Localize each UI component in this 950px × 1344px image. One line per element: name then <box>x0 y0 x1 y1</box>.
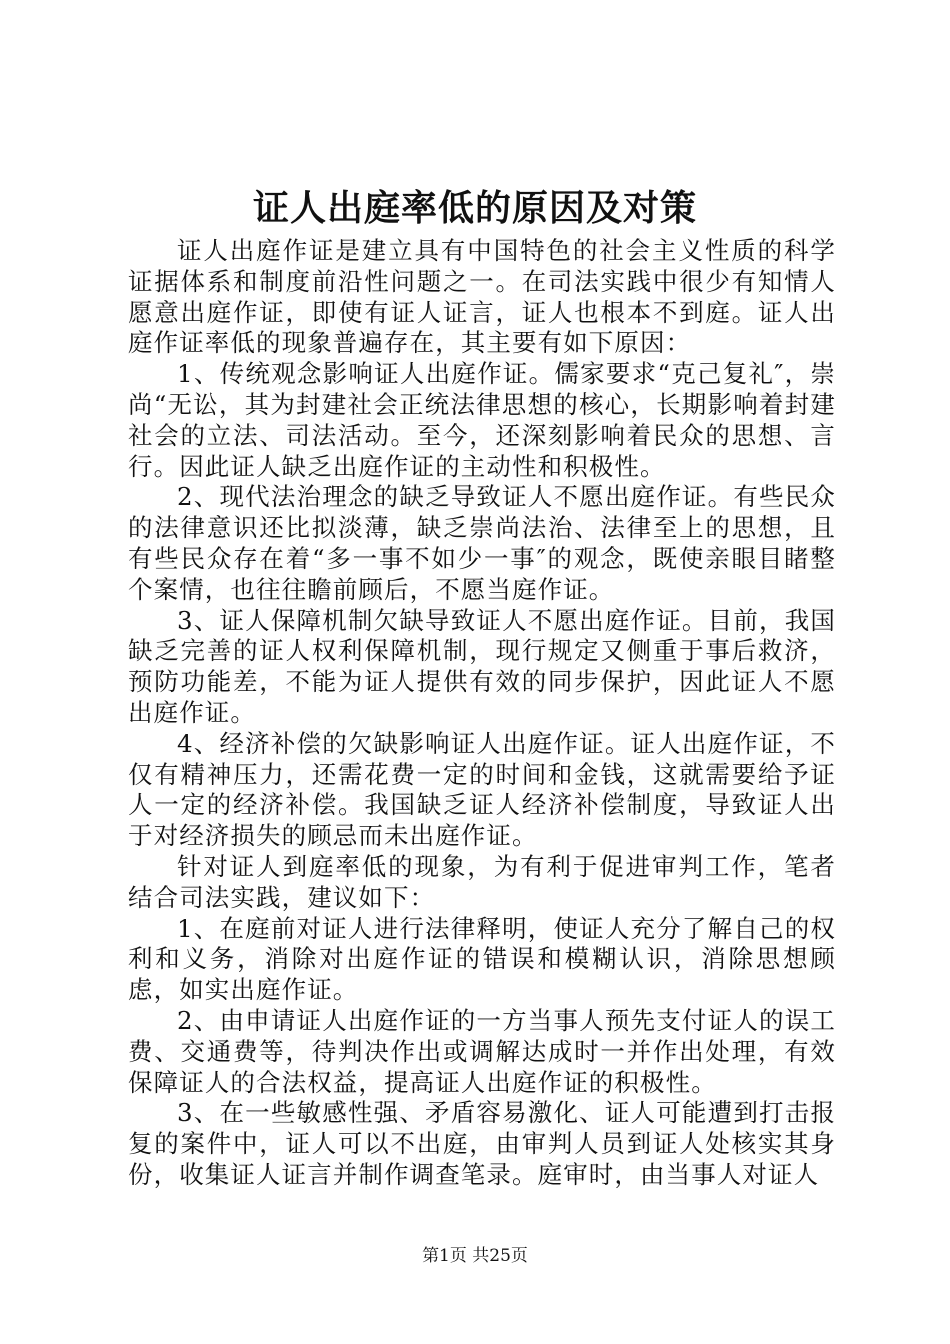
paragraph-reason-3: 3、证人保障机制欠缺导致证人不愿出庭作证。目前，我国缺乏完善的证人权利保障机制，现行规定又侧重于事后救济，预防功能差，不能为证人提供有效的同步保护，因此证人不愿出庭作证。 <box>128 605 836 727</box>
paragraph-reason-1: 1、传统观念影响证人出庭作证。儒家要求“克己复礼″，崇尚“无讼，其为封建社会正统法律思想的核心，长期影响着封建社会的立法、司法活动。至今，还深刻影响着民众的思想、言行。因此证人缺乏出庭作证的主动性和积极性。 <box>128 359 836 481</box>
paragraph-suggestion-3: 3、在一些敏感性强、矛盾容易激化、证人可能遭到打击报复的案件中，证人可以不出庭，由审判人员到证人处核实其身份，收集证人证言并制作调查笔录。庭审时，由当事人对证人 <box>128 1098 836 1189</box>
paragraph-reason-2: 2、现代法治理念的缺乏导致证人不愿出庭作证。有些民众的法律意识还比拟淡薄，缺乏崇尚法治、法律至上的思想，且有些民众存在着“多一事不如少一事″的观念，既使亲眼目睹整个案情，也往往瞻前顾后，不愿当庭作证。 <box>128 482 836 604</box>
paragraph-suggestion-2: 2、由申请证人出庭作证的一方当事人预先支付证人的误工费、交通费等，待判决作出或调解达成时一并作出处理，有效保障证人的合法权益，提高证人出庭作证的积极性。 <box>128 1005 836 1097</box>
document-title: 证人出庭率低的原因及对策 <box>252 187 697 229</box>
document-body <box>128 236 836 1191</box>
page-footer: 第1页 共25页 <box>422 1246 528 1266</box>
paragraph-reason-4: 4、经济补偿的欠缺影响证人出庭作证。证人出庭作证，不仅有精神压力，还需花费一定的时间和金钱，这就需要给予证人一定的经济补偿。我国缺乏证人经济补偿制度，导致证人出于对经济损失的顾忌而未出庭作证。 <box>128 728 836 851</box>
paragraph-suggestions-intro: 针对证人到庭率低的现象，为有利于促进审判工作，笔者结合司法实践，建议如下： <box>128 851 836 912</box>
paragraph-suggestion-1: 1、在庭前对证人进行法律释明，使证人充分了解自己的权利和义务，消除对出庭作证的错误和模糊认识，消除思想顾虑，如实出庭作证。 <box>128 913 836 1005</box>
paragraph-intro: 证人出庭作证是建立具有中国特色的社会主义性质的科学证据体系和制度前沿性问题之一。在司法实践中很少有知情人愿意出庭作证，即使有证人证言，证人也根本不到庭。证人出庭作证率低的现象普遍存在，其主要有如下原因： <box>128 236 836 358</box>
